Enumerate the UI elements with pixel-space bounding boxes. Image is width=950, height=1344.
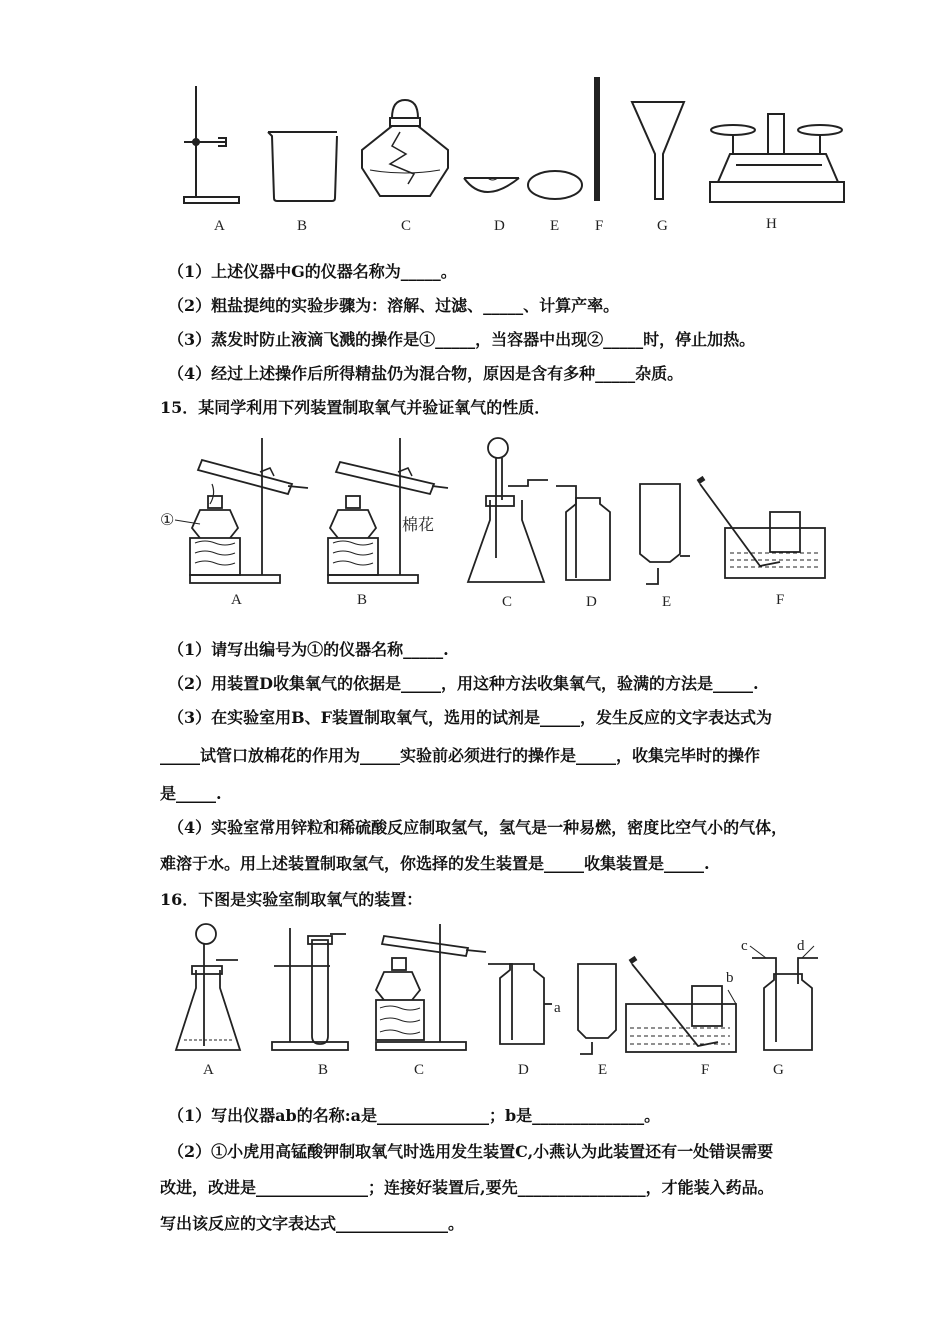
glass-rod-drawing xyxy=(595,78,599,200)
q16-apparatus-f xyxy=(626,958,736,1052)
figure1-label-g: G xyxy=(657,218,668,234)
beaker-drawing xyxy=(268,132,337,201)
q15-line-5: 是_____. xyxy=(160,784,222,803)
q16-line-1: （1）写出仪器ab的名称:a是______________；b是______________。 xyxy=(168,1106,661,1125)
q14-line-1: （1）上述仪器中G的仪器名称为_____。 xyxy=(168,262,457,281)
balance-drawing xyxy=(710,114,844,202)
q16-line-2: （2）①小虎用高锰酸钾制取氧气时选用发生装置C,小燕认为此装置还有一处错误需要 xyxy=(168,1142,774,1161)
figure1-label-c: C xyxy=(401,218,412,234)
q15-figure-label-a: A xyxy=(231,592,242,608)
figure1-label-h: H xyxy=(766,216,777,232)
q16-apparatus-g xyxy=(750,946,818,1050)
q16-part-label-c: c xyxy=(741,938,748,954)
evaporating-dish-drawing xyxy=(464,178,519,192)
q14-line-3: （3）蒸发时防止液滴飞溅的操作是①_____，当容器中出现②_____时，停止加热。 xyxy=(168,330,756,349)
q15-title: 15．某同学利用下列装置制取氧气并验证氧气的性质． xyxy=(160,398,551,417)
q16-figure-label-f: F xyxy=(701,1062,710,1078)
q15-apparatus-e xyxy=(640,484,690,584)
alcohol-lamp-drawing xyxy=(362,100,448,196)
funnel-drawing xyxy=(632,102,684,199)
q15-line-1: （1）请写出编号为①的仪器名称_____. xyxy=(168,640,449,659)
q14-line-2: （2）粗盐提纯的实验步骤为：溶解、过滤、_____、计算产率。 xyxy=(168,296,620,315)
q15-apparatus-d xyxy=(556,486,610,580)
q16-part-label-a: a xyxy=(554,1000,561,1016)
q15-line-3: （3）在实验室用B、F装置制取氧气，选用的试剂是_____，发生反应的文字表达式为 xyxy=(168,708,773,727)
q16-line-3: 改进，改进是______________；连接好装置后,要先________________，才能装入药品。 xyxy=(160,1178,774,1197)
q15-cotton-label: 棉花 xyxy=(402,517,435,534)
q15-line-7: 难溶于水。用上述装置制取氢气，你选择的发生装置是_____收集装置是_____. xyxy=(160,854,710,873)
iron-stand-drawing xyxy=(184,86,239,203)
instrument-figure xyxy=(170,70,860,220)
watch-glass-drawing xyxy=(528,171,582,199)
figure1-label-e: E xyxy=(550,218,560,234)
q15-apparatus-c xyxy=(468,438,548,582)
q15-line-2: （2）用装置D收集氧气的依据是_____，用这种方法收集氧气，验满的方法是_____. xyxy=(168,674,759,693)
q16-figure-label-a: A xyxy=(203,1062,214,1078)
q15-apparatus-b xyxy=(328,438,448,583)
q16-figure-label-d: D xyxy=(518,1062,529,1078)
q16-figure-label-c: C xyxy=(414,1062,425,1078)
q16-figure-label-e: E xyxy=(598,1062,608,1078)
q16-apparatus-a xyxy=(176,924,240,1050)
q16-apparatus-e xyxy=(578,964,616,1054)
figure1-label-b: B xyxy=(297,218,308,234)
q15-apparatus-a xyxy=(190,438,308,583)
figure1-label-d: D xyxy=(494,218,505,234)
q15-figure-label-e: E xyxy=(662,594,672,610)
q15-apparatus-f xyxy=(698,478,825,578)
q16-title: 16．下图是实验室制取氧气的装置： xyxy=(160,890,423,909)
q16-figure-label-b: B xyxy=(318,1062,329,1078)
figure1-label-a: A xyxy=(214,218,225,234)
q16-apparatus-d xyxy=(488,964,552,1044)
q16-part-label-d: d xyxy=(797,938,805,954)
q15-line-6: （4）实验室常用锌粒和稀硫酸反应制取氢气，氢气是一种易燃，密度比空气小的气体， xyxy=(168,818,788,837)
q15-apparatus-figure xyxy=(160,428,840,593)
q15-marker-1: ① xyxy=(160,512,175,529)
q16-line-4: 写出该反应的文字表达式______________。 xyxy=(160,1214,465,1233)
q15-figure-label-f: F xyxy=(776,592,785,608)
q16-figure-label-g: G xyxy=(773,1062,784,1078)
q16-part-label-b: b xyxy=(726,970,734,986)
q15-figure-label-d: D xyxy=(586,594,597,610)
q14-line-4: （4）经过上述操作后所得精盐仍为混合物，原因是含有多种_____杂质。 xyxy=(168,364,684,383)
q16-apparatus-b xyxy=(272,928,348,1050)
q15-figure-label-b: B xyxy=(357,592,368,608)
figure1-label-f: F xyxy=(595,218,604,234)
q15-line-4: _____试管口放棉花的作用为_____实验前必须进行的操作是_____，收集完毕时的操作 xyxy=(160,746,761,765)
q15-figure-label-c: C xyxy=(502,594,513,610)
q16-apparatus-figure xyxy=(170,918,830,1063)
q16-apparatus-c xyxy=(376,924,486,1050)
